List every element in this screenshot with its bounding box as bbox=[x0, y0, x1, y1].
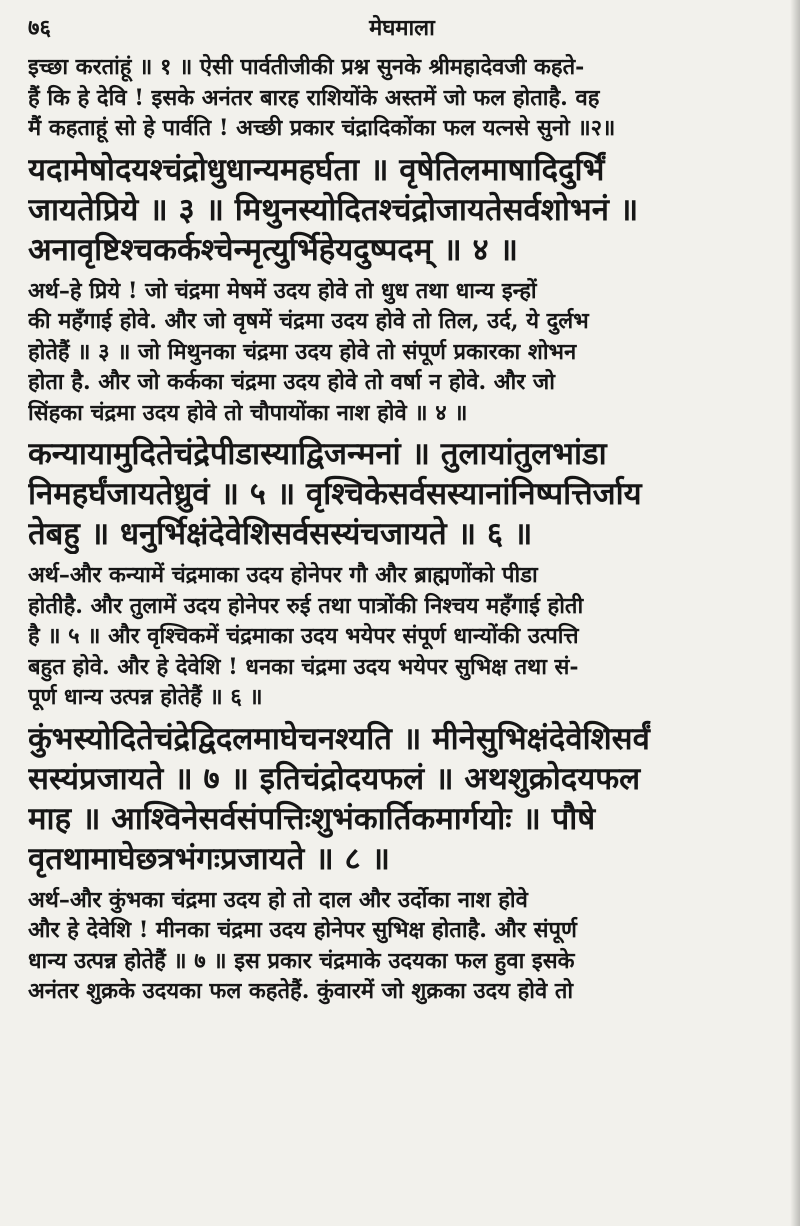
verse-line: जायतेप्रिये ॥ ३ ॥ मिथुनस्योदितश्चंद्रोजायतेसर्वशोभनं ॥ bbox=[28, 191, 639, 228]
text-line: की महँगाई होवे. और जो वृषमें चंद्रमा उदय होवे तो तिल, उर्द, ये दुर्लभ bbox=[28, 308, 589, 334]
verse-line: निमहर्घंजायतेध्रुवं ॥ ५ ॥ वृश्चिकेसर्वसस्यानांनिष्पत्तिर्जाय bbox=[28, 476, 642, 512]
translation-paragraph bbox=[28, 560, 776, 713]
text-line: और हे देवेशि ! मीनका चंद्रमा उदय होनेपर सुभिक्ष होताहै. और संपूर्ण bbox=[28, 917, 577, 943]
text-line: हैं कि हे देवि ! इसके अनंतर बारह राशियोंके अस्तमें जो फल होताहै. वह bbox=[28, 84, 600, 111]
verse-line: कन्यायामुदितेचंद्रेपीडास्याद्विजन्मनां ॥ तुलायांतुलभांडा bbox=[28, 436, 607, 472]
page-number: ७६ bbox=[28, 15, 51, 41]
text-line: धान्य उत्पन्न होतेहैं ॥ ७ ॥ इस प्रकार चंद्रमाके उदयका फल हुवा इसके bbox=[28, 947, 575, 974]
translation-paragraph bbox=[28, 885, 776, 1007]
text-line: है ॥ ५ ॥ और वृश्चिकमें चंद्रमाका उदय भयेपर संपूर्ण धान्योंकी उत्पत्ति bbox=[28, 623, 579, 649]
text-line: अर्थ–और कन्यामें चंद्रमाका उदय होनेपर गौ और ब्राह्मणोंको पीडा bbox=[28, 562, 538, 588]
text-line: होता है. और जो कर्कका चंद्रमा उदय होवे तो वर्षा न होवे. और जो bbox=[28, 369, 555, 395]
page-edge-shadow bbox=[790, 0, 800, 1226]
text-line: इच्छा करतांहूं ॥ १ ॥ ऐसी पार्वतीजीकी प्रश्न सुनके श्रीमहादेवजी कहते- bbox=[28, 54, 585, 80]
text-line: मैं कहताहूं सो हे पार्वति ! अच्छी प्रकार चंद्रादिकोंका फल यत्नसे सुनो ॥२॥ bbox=[28, 115, 616, 141]
verse-line: अनावृष्टिश्चकर्कश्चेन्मृत्युर्भिहेयदुष्पदम् ॥ ४ ॥ bbox=[28, 231, 518, 268]
page-header bbox=[28, 12, 776, 52]
text-line: अर्थ–और कुंभका चंद्रमा उदय हो तो दाल और उर्दोका नाश होवे bbox=[28, 886, 528, 913]
verse-line: वृतथामाघेछत्रभंगःप्रजायते ॥ ८ ॥ bbox=[28, 840, 390, 877]
text-line: पूर्ण धान्य उत्पन्न होतेहैं ॥ ६ ॥ bbox=[28, 684, 263, 710]
verse-line: माह ॥ आश्विनेसर्वसंपत्तिःशुभंकार्तिकमार्गयोः ॥ पौषे bbox=[28, 800, 596, 837]
text-line: होतेहैं ॥ ३ ॥ जो मिथुनका चंद्रमा उदय होवे तो संपूर्ण प्रकारका शोभन bbox=[28, 338, 577, 365]
text-line: अर्थ–हे प्रिये ! जो चंद्रमा मेषमें उदय होवे तो धुध तथा धान्य इन्हों bbox=[28, 277, 537, 304]
sanskrit-verse bbox=[28, 150, 776, 270]
verse-line: यदामेषोदयश्चंद्रोधुधान्यमहर्घता ॥ वृषेतिलमाषादिदुर्भिं bbox=[28, 151, 605, 188]
verse-line: सस्यंप्रजायते ॥ ७ ॥ इतिचंद्रोदयफलं ॥ अथशुक्रोदयफल bbox=[28, 760, 641, 797]
text-line: होतीहै. और तुलामें उदय होनेपर रुई तथा पात्रोंकी निश्चय महँगाई होती bbox=[28, 592, 584, 619]
translation-paragraph bbox=[28, 52, 776, 144]
text-line: अनंतर शुक्रके उदयका फल कहतेहैं. कुंवारमें जो शुक्रका उदय होवे तो bbox=[28, 978, 574, 1004]
sanskrit-verse bbox=[28, 719, 776, 879]
text-line: सिंहका चंद्रमा उदय होवे तो चौपायोंका नाश होवे ॥ ४ ॥ bbox=[28, 399, 468, 426]
running-title: मेघमाला bbox=[369, 15, 435, 41]
sanskrit-verse bbox=[28, 434, 776, 554]
verse-line: कुंभस्योदितेचंद्रेद्विदलमाघेचनश्यति ॥ मीनेसुभिक्षंदेवेशिसर्वं bbox=[28, 720, 650, 757]
verse-line: तेबहु ॥ धनुर्भिक्षंदेवेशिसर्वसस्यंचजायते ॥ ६ ॥ bbox=[28, 516, 533, 552]
text-line: बहुत होवे. और हे देवेशि ! धनका चंद्रमा उदय भयेपर सुभिक्ष तथा सं- bbox=[28, 653, 579, 680]
translation-paragraph bbox=[28, 276, 776, 429]
